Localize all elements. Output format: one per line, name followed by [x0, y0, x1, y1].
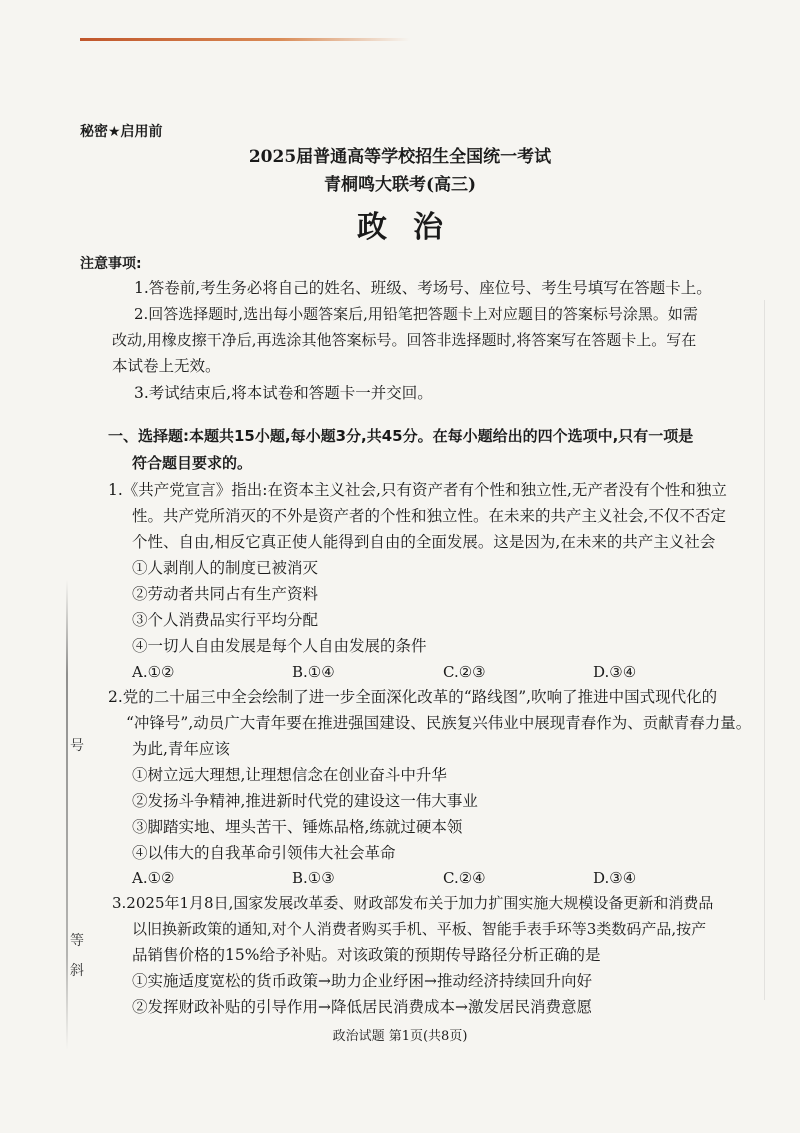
- question-2-item: ①树立远大理想,让理想信念在创业奋斗中升华: [132, 766, 447, 784]
- question-1-item: ①人剥削人的制度已被消灭: [132, 559, 319, 577]
- section-heading-cont: 符合题目要求的。: [132, 454, 253, 472]
- question-1-option-d: D.③④: [593, 663, 637, 681]
- question-1-option-b: B.①④: [292, 663, 335, 681]
- binding-margin-mark: 号: [70, 738, 84, 754]
- question-2-stem: “冲锋号”,动员广大青年要在推进强国建设、民族复兴伟业中展现青春作为、贡献青春力量。: [126, 714, 752, 732]
- question-1-stem: 个性、自由,相反它真正使人能得到自由的全面发展。这是因为,在未来的共产主义社会: [132, 533, 716, 551]
- scan-shadow-left: [66, 580, 68, 1050]
- question-1-stem: 1.《共产党宣言》指出:在资本主义社会,只有资产者有个性和独立性,无产者没有个性和独立: [108, 481, 727, 499]
- question-2-option-d: D.③④: [593, 869, 637, 887]
- notice-heading: 注意事项:: [80, 256, 142, 272]
- question-2-stem: 为此,青年应该: [132, 740, 230, 758]
- binding-margin-mark: 等: [70, 933, 84, 949]
- question-2-option-a: A.①②: [132, 869, 175, 887]
- question-2-option-c: C.②④: [443, 869, 486, 887]
- question-2-item: ③脚踏实地、埋头苦干、锤炼品格,练就过硬本领: [132, 818, 463, 836]
- scan-shadow-right: [764, 300, 765, 1000]
- question-2-option-b: B.①③: [292, 869, 335, 887]
- question-1-item: ②劳动者共同占有生产资料: [132, 585, 319, 603]
- question-2-item: ②发扬斗争精神,推进新时代党的建设这一伟大事业: [132, 792, 478, 810]
- question-2-stem: 2.党的二十届三中全会绘制了进一步全面深化改革的“路线图”,吹响了推进中国式现代化的: [108, 688, 718, 706]
- secret-mark: 秘密★启用前: [80, 124, 163, 140]
- question-1-item: ④一切人自由发展是每个人自由发展的条件: [132, 637, 427, 655]
- exam-title: 2025届普通高等学校招生全国统一考试: [248, 147, 552, 167]
- question-3-stem: 以旧换新政策的通知,对个人消费者购买手机、平板、智能手表手环等3类数码产品,按产: [132, 920, 707, 938]
- notice-line: 2.回答选择题时,选出每小题答案后,用铅笔把答题卡上对应题目的答案标号涂黑。如需: [134, 305, 698, 323]
- notice-line: 3.考试结束后,将本试卷和答题卡一并交回。: [134, 384, 433, 402]
- page-footer: 政治试题 第1页(共8页): [332, 1029, 468, 1044]
- notice-line: 本试卷上无效。: [112, 357, 221, 375]
- exam-subtitle: 青桐鸣大联考(高三): [323, 175, 477, 195]
- question-1-option-c: C.②③: [443, 663, 486, 681]
- question-3-stem: 品销售价格的15%给予补贴。对该政策的预期传导路径分析正确的是: [132, 946, 601, 964]
- question-3-item: ②发挥财政补贴的引导作用→降低居民消费成本→激发居民消费意愿: [132, 998, 592, 1016]
- notice-line: 1.答卷前,考生务必将自己的姓名、班级、考场号、座位号、考生号填写在答题卡上。: [134, 279, 712, 297]
- section-heading: 一、选择题:本题共15小题,每小题3分,共45分。在每小题给出的四个选项中,只有一项是: [108, 427, 694, 445]
- question-3-stem: 3.2025年1月8日,国家发展改革委、财政部发布关于加力扩围实施大规模设备更新和消费品: [112, 894, 714, 912]
- question-1-stem: 性。共产党所消灭的不外是资产者的个性和独立性。在未来的共产主义社会,不仅不否定: [132, 507, 726, 525]
- binding-margin-mark: 斜: [70, 963, 84, 979]
- top-decorative-rule: [80, 38, 410, 41]
- subject-title: 政治: [357, 210, 469, 245]
- question-2-item: ④以伟大的自我革命引领伟大社会革命: [132, 844, 396, 862]
- question-3-item: ①实施适度宽松的货币政策→助力企业纾困→推动经济持续回升向好: [132, 972, 592, 990]
- question-1-option-a: A.①②: [132, 663, 175, 681]
- question-1-item: ③个人消费品实行平均分配: [132, 611, 319, 629]
- notice-line: 改动,用橡皮擦干净后,再选涂其他答案标号。回答非选择题时,将答案写在答题卡上。写在: [112, 331, 697, 349]
